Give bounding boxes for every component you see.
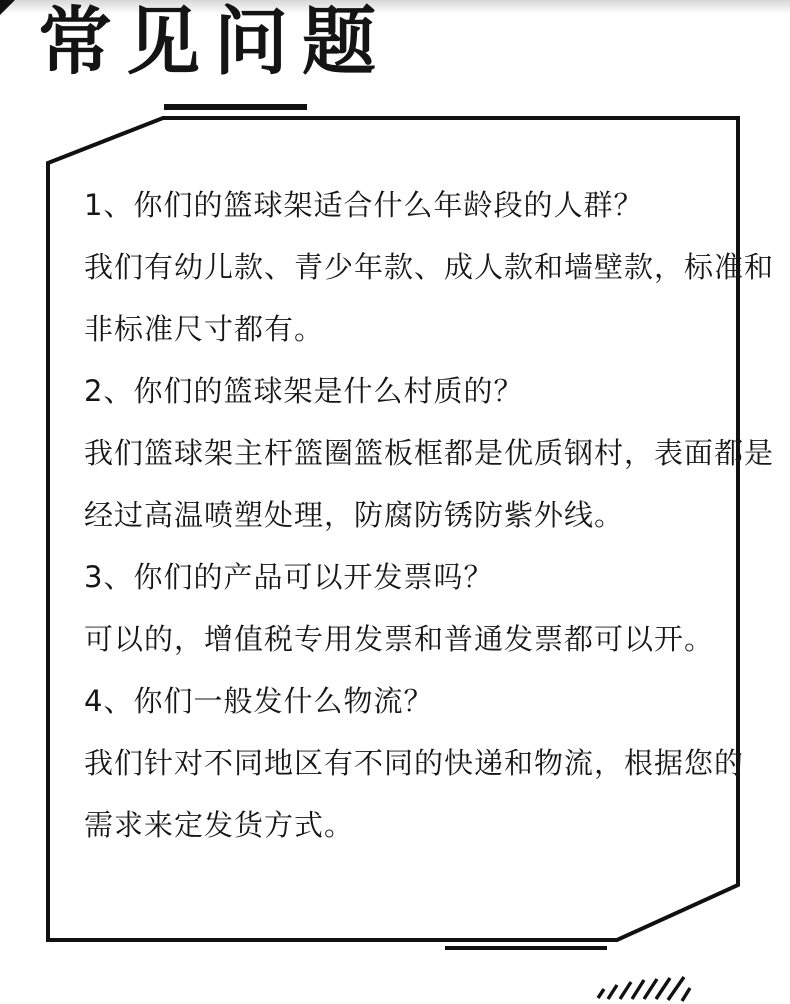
hatch-marks-icon [594,974,706,1004]
faq-answer-line: 我们针对不同地区有不同的快递和物流，根据您的 [84,746,745,780]
faq-answer-line: 我们有幼儿款、青少年款、成人款和墙壁款，标准和 [84,250,775,284]
faq-question: 1、你们的篮球架适合什么年龄段的人群？ [84,188,644,222]
faq-content [84,174,775,856]
faq-answer-line: 可以的，增值税专用发票和普通发票都可以开。 [84,622,715,656]
faq-answer-line: 非标准尺寸都有。 [84,312,325,346]
bottom-line-decoration [445,946,607,950]
faq-question: 4、你们一般发什么物流？ [84,684,434,718]
page-title: 常见问题 [38,0,390,85]
faq-answer-line: 经过高温喷塑处理，防腐防锈防紫外线。 [84,498,625,532]
faq-answer-line: 我们篮球架主杆篮圈篮板框都是优质钢村，表面都是 [84,436,775,470]
faq-answer-line: 需求来定发货方式。 [84,808,355,842]
faq-question: 2、你们的篮球架是什么村质的？ [84,374,524,408]
faq-question: 3、你们的产品可以开发票吗？ [84,560,494,594]
